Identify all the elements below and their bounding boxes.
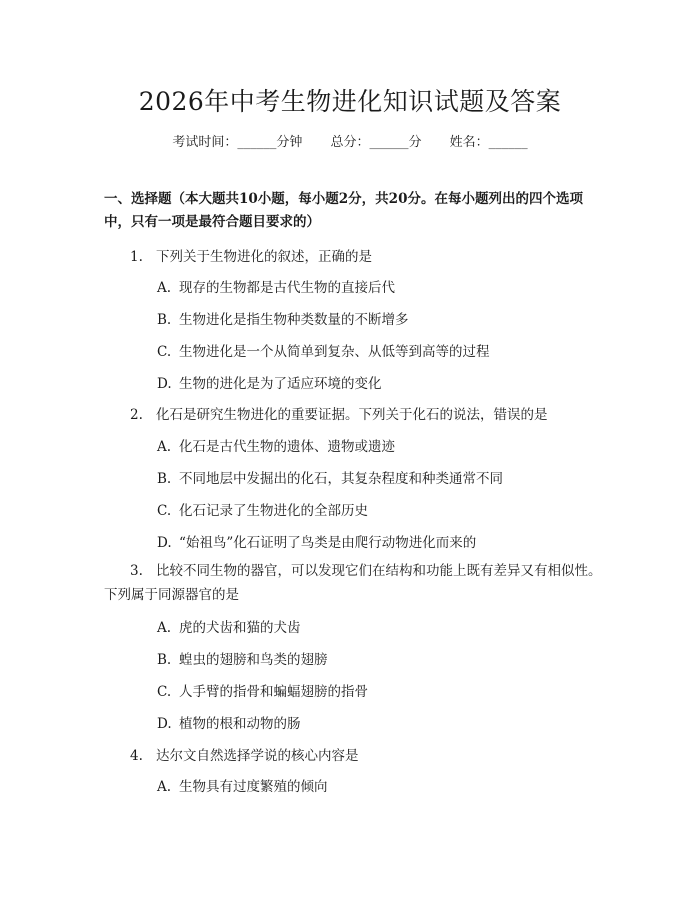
option-letter: B. xyxy=(157,652,172,668)
question-3-option-a xyxy=(157,616,597,636)
question-2 xyxy=(130,403,600,423)
question-number: 2. xyxy=(130,407,143,423)
option-letter: D. xyxy=(157,535,172,551)
question-1-option-b xyxy=(157,308,597,328)
question-1-option-a xyxy=(157,276,597,296)
option-text: 虎的犬齿和猫的犬齿 xyxy=(179,620,301,636)
question-2-option-d xyxy=(157,531,597,551)
question-4-option-a xyxy=(157,775,597,795)
section-heading: 一、选择题（本大题共10小题，每小题2分，共20分。在每小题列出的四个选项中，只有一项是最符合题目要求的） xyxy=(104,191,583,230)
question-number: 1. xyxy=(130,249,143,265)
question-2-option-c xyxy=(157,499,597,519)
option-letter: C. xyxy=(157,684,172,700)
option-letter: C. xyxy=(157,503,172,519)
option-text: 生物进化是指生物种类数量的不断增多 xyxy=(179,312,409,328)
question-1-option-c xyxy=(157,340,597,360)
question-2-option-b xyxy=(157,467,597,487)
exam-info-line xyxy=(0,131,700,150)
option-text: 蝗虫的翅膀和鸟类的翅膀 xyxy=(179,652,328,668)
question-3-option-d xyxy=(157,712,597,732)
option-letter: A. xyxy=(157,280,172,296)
question-1-option-d xyxy=(157,372,597,392)
option-letter: A. xyxy=(157,439,172,455)
question-text: 化石是研究生物进化的重要证据。下列关于化石的说法，错误的是 xyxy=(156,407,548,423)
option-text: 植物的根和动物的肠 xyxy=(179,716,301,732)
question-3-option-b xyxy=(157,648,597,668)
option-letter: A. xyxy=(157,620,172,636)
option-text: 生物进化是一个从简单到复杂、从低等到高等的过程 xyxy=(179,344,490,360)
question-3-option-c xyxy=(157,680,597,700)
question-2-option-a xyxy=(157,435,597,455)
option-letter: B. xyxy=(157,312,172,328)
question-1 xyxy=(130,245,600,265)
option-text: 生物具有过度繁殖的倾向 xyxy=(179,779,328,795)
option-text: 化石记录了生物进化的全部历史 xyxy=(179,503,368,519)
option-letter: D. xyxy=(157,716,172,732)
option-text: 生物的进化是为了适应环境的变化 xyxy=(179,376,382,392)
question-number: 3. xyxy=(130,563,143,579)
exam-time-field: 考试时间：______分钟 xyxy=(172,135,303,150)
option-text: 人手臂的指骨和蝙蝠翅膀的指骨 xyxy=(179,684,368,700)
page-title: 2026年中考生物进化知识试题及答案 xyxy=(138,87,562,116)
option-letter: A. xyxy=(157,779,172,795)
total-score-field: 总分：______分 xyxy=(330,135,422,150)
option-letter: C. xyxy=(157,344,172,360)
option-text: 现存的生物都是古代生物的直接后代 xyxy=(179,280,395,296)
question-4 xyxy=(130,744,600,764)
option-letter: D. xyxy=(157,376,172,392)
question-text: 下列关于生物进化的叙述，正确的是 xyxy=(156,249,372,265)
question-text: 比较不同生物的器官，可以发现它们在结构和功能上既有差异又有相似性。下列属于同源器官的是 xyxy=(104,563,602,603)
option-letter: B. xyxy=(157,471,172,487)
option-text: 不同地层中发掘出的化石，其复杂程度和种类通常不同 xyxy=(179,471,503,487)
option-text: “始祖鸟”化石证明了鸟类是由爬行动物进化而来的 xyxy=(179,535,477,551)
question-text: 达尔文自然选择学说的核心内容是 xyxy=(156,748,359,764)
question-3 xyxy=(104,559,604,607)
option-text: 化石是古代生物的遗体、遗物或遗迹 xyxy=(179,439,395,455)
question-number: 4. xyxy=(130,748,143,764)
student-name-field: 姓名：______ xyxy=(449,135,528,150)
